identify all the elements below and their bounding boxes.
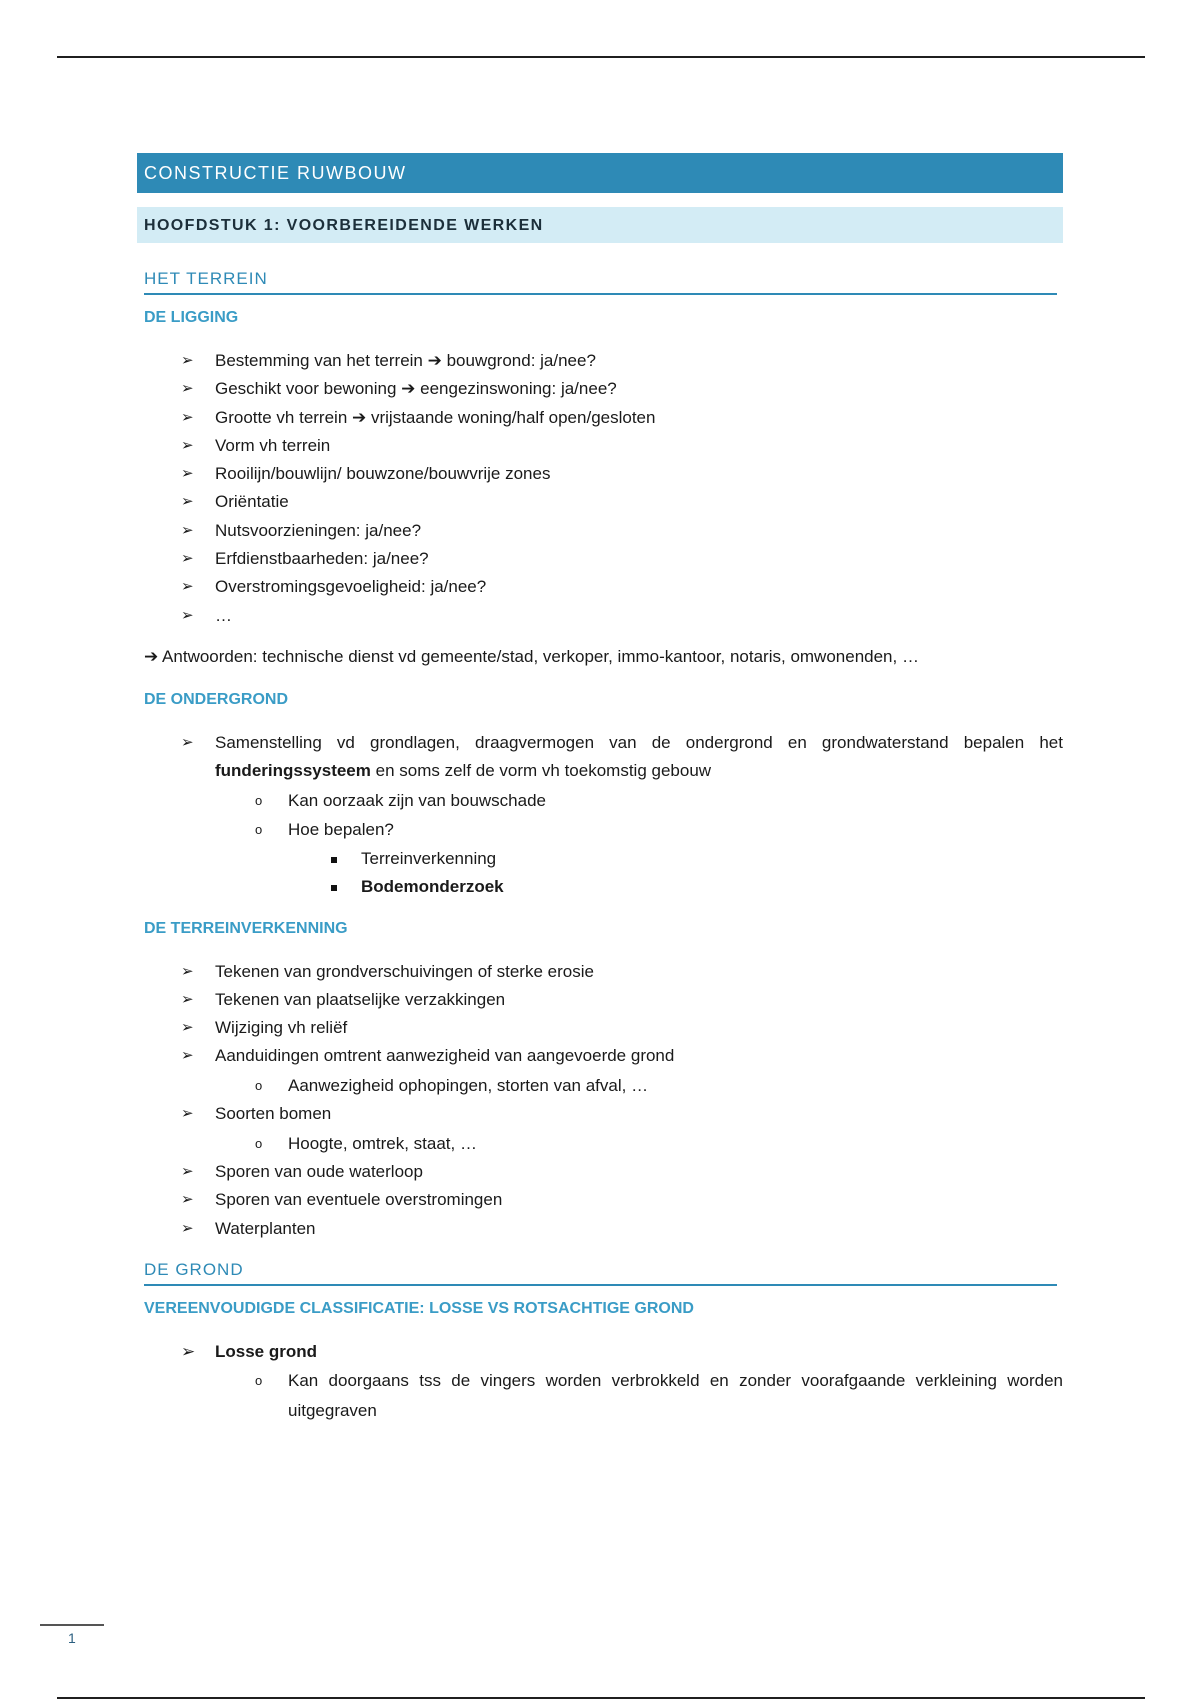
list-item: ➢ Vorm vh terrein	[181, 432, 1063, 460]
arrow-bullet-icon: ➢	[181, 408, 194, 426]
subsection-heading-terreinverkenning: DE TERREINVERKENNING	[144, 919, 348, 937]
circle-bullet-icon: o	[255, 1077, 263, 1093]
arrow-bullet-icon: ➢	[181, 1047, 194, 1065]
subsection-heading-ondergrond: DE ONDERGROND	[144, 690, 289, 708]
terreinverkenning-list	[181, 958, 1063, 1243]
arrow-bullet-icon: ➢	[181, 380, 194, 398]
footer-rule	[40, 1624, 104, 1626]
list-item: ➢ Soorten bomen o Hoogte, omtrek, staat, …	[181, 1100, 1063, 1158]
list-item: ➢ Tekenen van plaatselijke verzakkingen	[181, 986, 1063, 1014]
arrow-bullet-icon: ➢	[181, 962, 194, 980]
footer-page-rule	[57, 1697, 1145, 1699]
subsection-heading-classificatie: VEREENVOUDIGDE CLASSIFICATIE: LOSSE VS ROTSACHTIGE GROND	[144, 1299, 694, 1317]
arrow-bullet-icon: ➢	[181, 1019, 194, 1037]
arrow-bullet-icon: ➢	[181, 606, 194, 624]
list-item: ➢ Geschikt voor bewoning ➔ eengezinswoning: ja/nee?	[181, 375, 1063, 403]
section-heading-grond: DE GROND	[144, 1260, 1057, 1286]
page-number: 1	[68, 1630, 76, 1646]
list-item: o Hoe bepalen? Terreinverkenning Bodemonderzoek	[255, 815, 1063, 902]
list-item: ➢ Losse grond o Kan doorgaans tss de vingers worden verbrokkeld en zonder voorafgaande verkleining worden uitgegraven	[181, 1338, 1063, 1425]
list-item: ➢ Nutsvoorzieningen: ja/nee?	[181, 517, 1063, 545]
losse-grond-sublist	[255, 1366, 1063, 1425]
list-item: Bodemonderzoek	[328, 873, 1063, 902]
arrow-bullet-icon: ➢	[181, 493, 194, 511]
bomen-sublist	[255, 1129, 1063, 1159]
chapter-heading: HOOFDSTUK 1: VOORBEREIDENDE WERKEN	[137, 207, 1063, 243]
arrow-right-icon: ➔	[427, 351, 442, 370]
arrow-bullet-icon: ➢	[181, 578, 194, 596]
arrow-bullet-icon: ➢	[181, 550, 194, 568]
header-rule	[57, 56, 1145, 58]
list-item: ➢ Overstromingsgevoeligheid: ja/nee?	[181, 573, 1063, 601]
list-item: ➢ Waterplanten	[181, 1215, 1063, 1243]
document-title: CONSTRUCTIE RUWBOUW	[137, 153, 1063, 193]
section-heading-terrein: HET TERREIN	[144, 269, 1057, 295]
list-item: ➢ Sporen van eventuele overstromingen	[181, 1186, 1063, 1214]
arrow-bullet-icon: ➢	[181, 1219, 194, 1237]
list-item: o Aanwezigheid ophopingen, storten van afval, …	[255, 1071, 1063, 1101]
classificatie-list	[181, 1338, 1063, 1425]
list-item: ➢ Aanduidingen omtrent aanwezigheid van aangevoerde grond o Aanwezigheid ophopingen, storten van afval, …	[181, 1042, 1063, 1100]
list-item: Terreinverkenning	[328, 845, 1063, 874]
arrow-bullet-icon: ➢	[181, 1105, 194, 1123]
arrow-bullet-icon: ➢	[181, 352, 194, 369]
aangevoerde-grond-sublist	[255, 1071, 1063, 1101]
list-item: ➢ Grootte vh terrein ➔ vrijstaande woning/half open/gesloten	[181, 404, 1063, 432]
subsection-heading-ligging: DE LIGGING	[144, 309, 239, 326]
ligging-list	[181, 347, 1063, 630]
list-item: o Hoogte, omtrek, staat, …	[255, 1129, 1063, 1159]
list-item: ➢ Wijziging vh reliëf	[181, 1014, 1063, 1042]
list-item: ➢ Sporen van oude waterloop	[181, 1158, 1063, 1186]
arrow-right-icon: ➔	[401, 379, 416, 399]
document-body	[137, 153, 1063, 1425]
ondergrond-list	[181, 729, 1063, 902]
bepalen-sublist	[328, 845, 1063, 902]
list-item: ➢ Oriëntatie	[181, 488, 1063, 516]
arrow-right-icon: ➔	[144, 646, 159, 666]
circle-bullet-icon: o	[255, 792, 263, 808]
arrow-bullet-icon: ➢	[181, 465, 194, 483]
square-bullet-icon	[331, 885, 337, 891]
circle-bullet-icon: o	[255, 1135, 263, 1151]
list-item: ➢ Erfdienstbaarheden: ja/nee?	[181, 545, 1063, 573]
ondergrond-sublist	[255, 786, 1063, 902]
arrow-bullet-icon: ➢	[181, 733, 194, 751]
list-item: ➢ Tekenen van grondverschuivingen of sterke erosie	[181, 958, 1063, 986]
circle-bullet-icon: o	[255, 822, 263, 838]
arrow-bullet-icon: ➢	[181, 436, 194, 454]
square-bullet-icon	[331, 857, 337, 863]
arrow-bullet-icon: ➢	[181, 521, 194, 539]
circle-bullet-icon: o	[255, 1373, 263, 1389]
list-item: o Kan doorgaans tss de vingers worden verbrokkeld en zonder voorafgaande verkleining worden uitgegraven	[255, 1366, 1063, 1425]
arrow-bullet-icon: ➢	[181, 1341, 196, 1361]
list-item: ➢ Samenstelling vd grondlagen, draagvermogen van de ondergrond en grondwaterstand bepalen het funderingssysteem en soms zelf de vorm vh toekomstig gebouw o Kan oorzaak zijn van bouwschade o Hoe bepalen? Terreinverkenning Bodemonderzoek	[181, 729, 1063, 902]
list-item: ➢ …	[181, 602, 1063, 630]
list-item: ➢ Bestemming van het terrein ➔ bouwgrond: ja/nee?	[181, 347, 1063, 375]
arrow-right-icon: ➔	[352, 407, 367, 427]
list-item: o Kan oorzaak zijn van bouwschade	[255, 786, 1063, 816]
answers-paragraph: ➔ Antwoorden: technische dienst vd gemeente/stad, verkoper, immo-kantoor, notaris, omwonenden, …	[144, 646, 919, 666]
list-item: ➢ Rooilijn/bouwlijn/ bouwzone/bouwvrije zones	[181, 460, 1063, 488]
arrow-bullet-icon: ➢	[181, 1163, 194, 1181]
arrow-bullet-icon: ➢	[181, 1191, 194, 1209]
arrow-bullet-icon: ➢	[181, 990, 194, 1008]
